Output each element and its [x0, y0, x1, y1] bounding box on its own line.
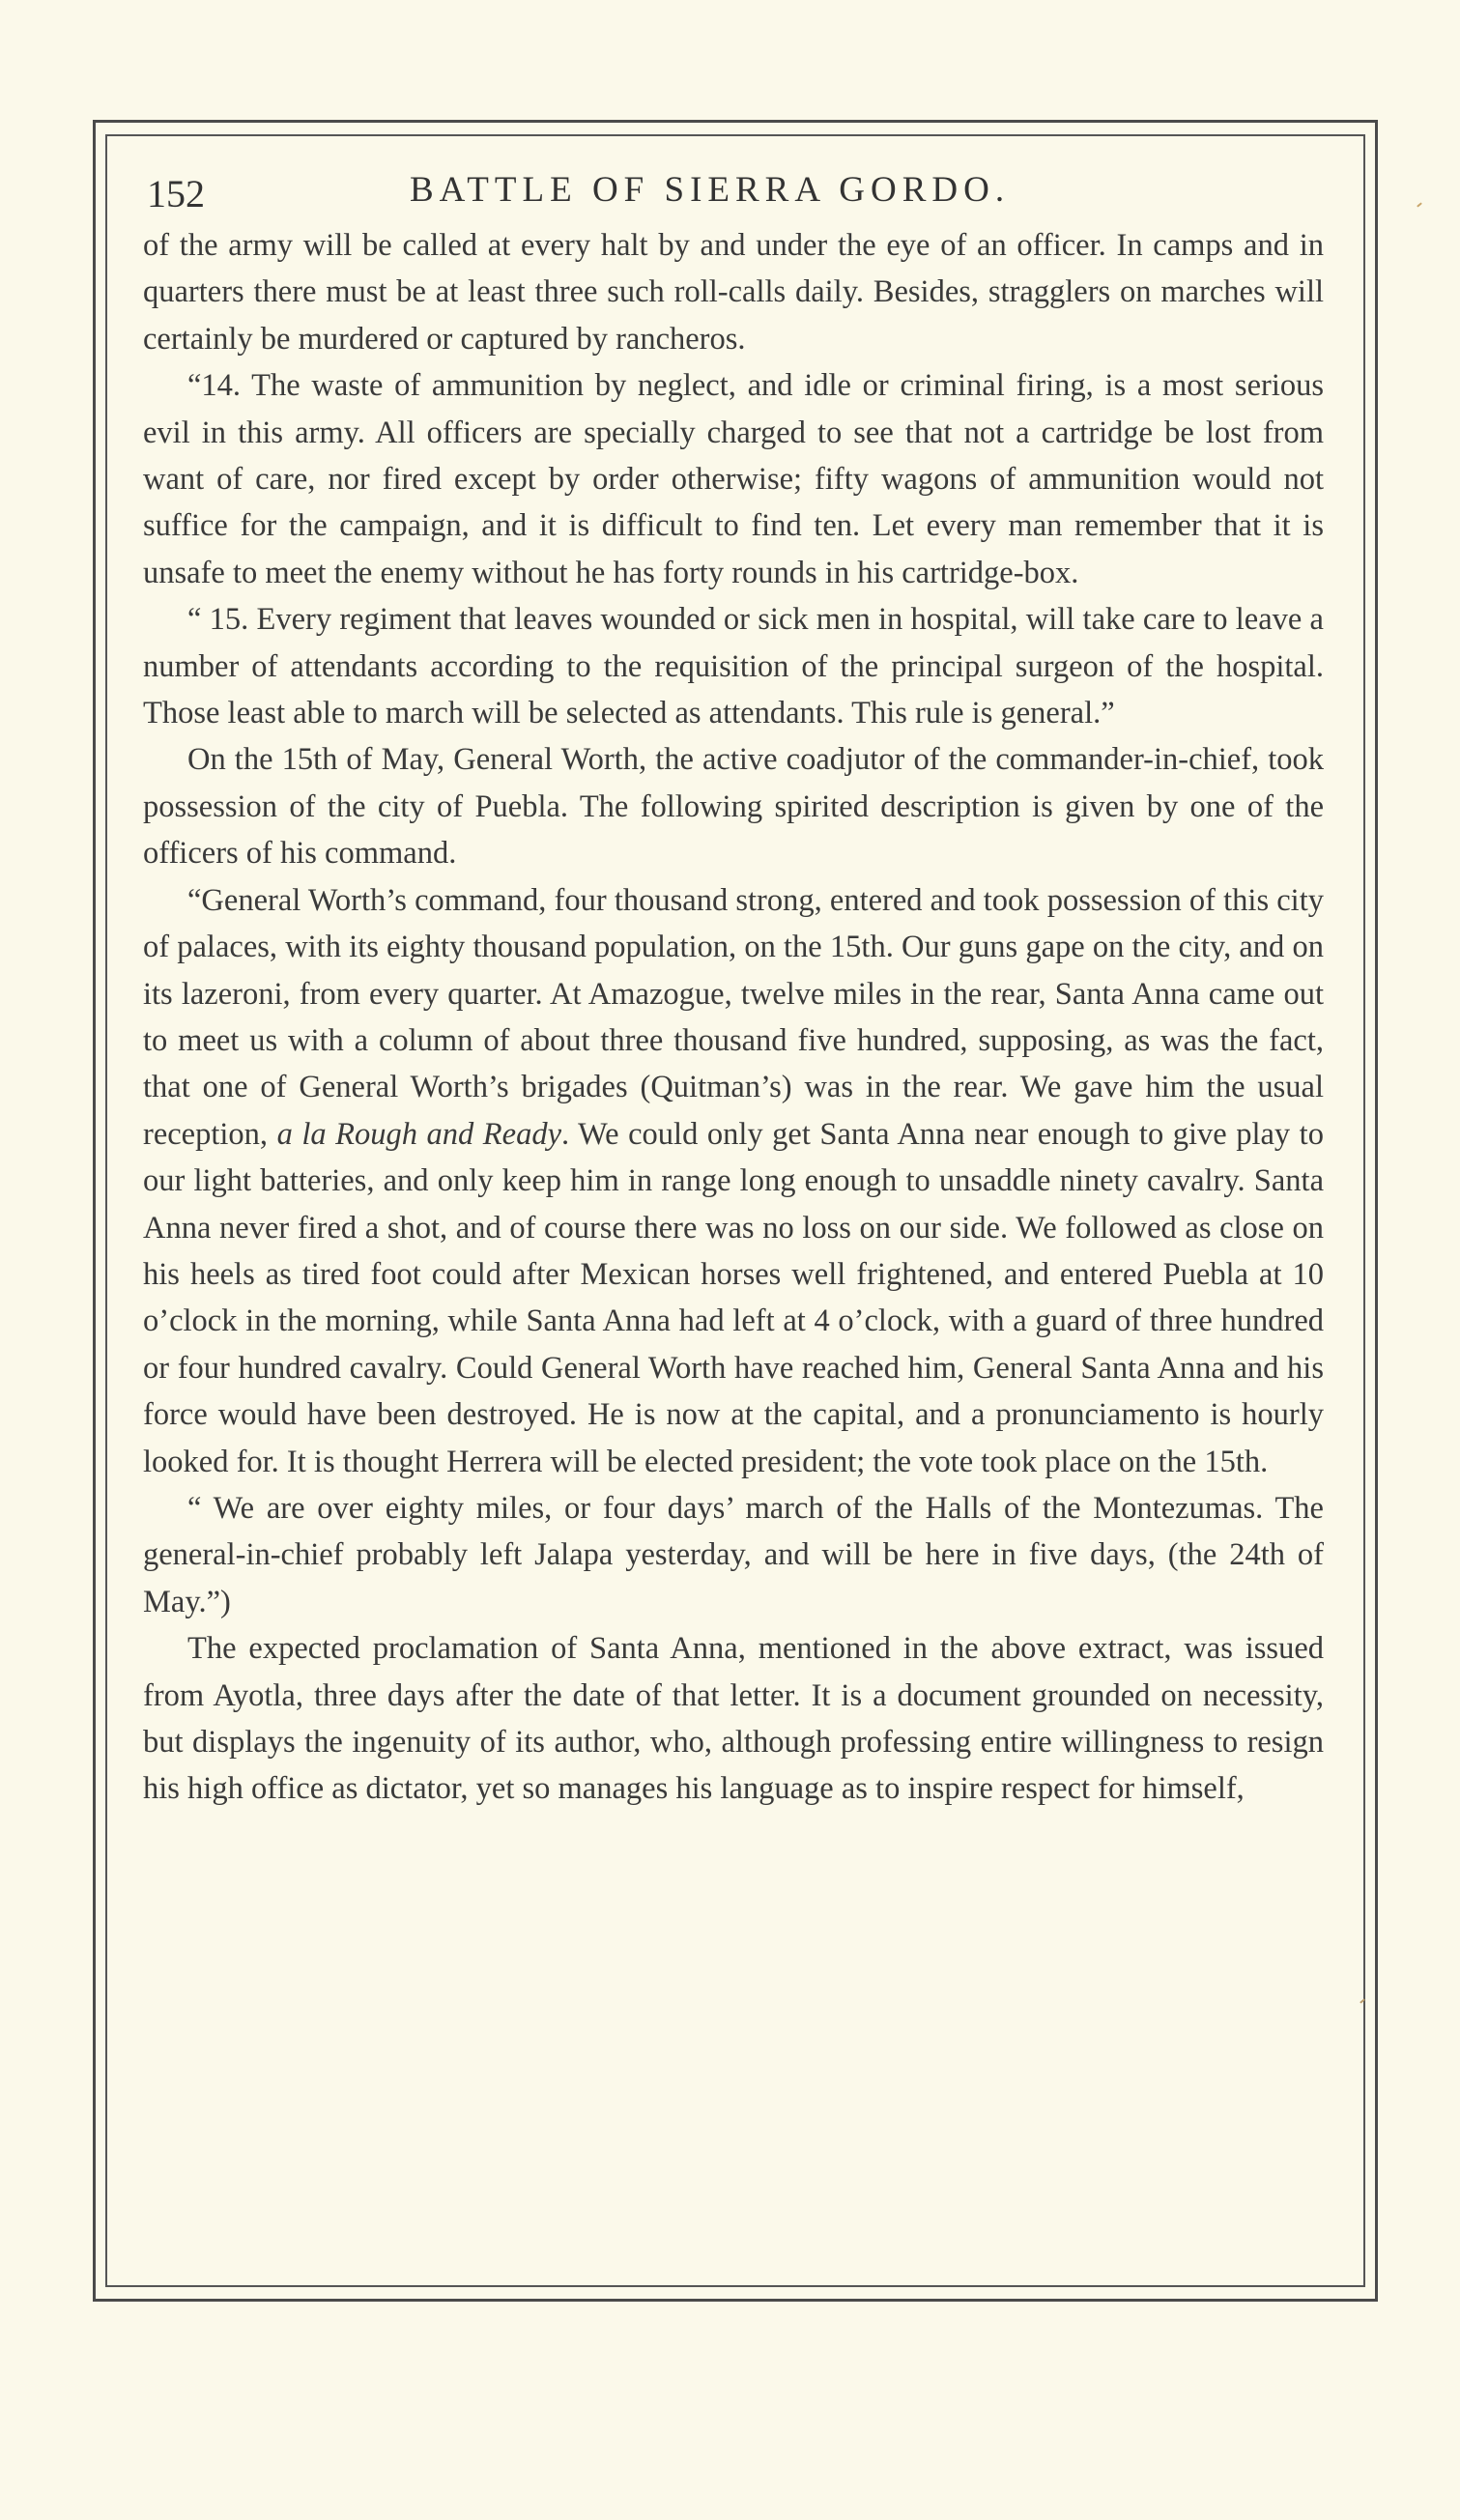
paragraph-continuation: of the army will be called at every halt by and under the eye of an officer. In camps and in quarters there must be at least three such roll-calls daily. Besides, stragglers on marches will certainly be murdered or captured by rancheros. [143, 228, 1324, 357]
paper-speck [1417, 202, 1422, 207]
paragraph-worth-quote [143, 877, 1324, 1485]
paragraph-order-15: “ 15. Every regiment that leaves wounded or sick men in hospital, will take care to leave a number of attendants according to the requisition of the principal surgeon of the hospital. Those least able to march will be selected as attendants. This rule is general.” [143, 602, 1324, 731]
paragraph-montezumas: “ We are over eighty miles, or four days’ march of the Halls of the Montezumas. The general-in-chief probably left Jalapa yesterday, and will be here in five days, (the 24th of May.”) [143, 1490, 1324, 1619]
quote-text-before: “General Worth’s command, four thousand strong, entered and took possession of this city of palaces, with its eighty thousand population, on the 15th. Our guns gape on the city, and on its lazeroni, from every quarter. At Amazogue, twelve miles in the rear, Santa Anna came out to meet us with a column of about three thousand five hundred, supposing, as was the fact, that one of General Worth’s brigades (Quitman’s) was in the rear. We gave him the usual reception, [143, 882, 1324, 1152]
italic-phrase: a la Rough and Ready [276, 1116, 562, 1152]
page-number: 152 [147, 172, 205, 215]
quote-text-after: . We could only get Santa Anna near enough to give play to our light batteries, and only keep him in range long enough to unsaddle ninety cavalry. Santa Anna never fired a shot, and of course there was no loss on our side. We followed as close on his heels as tired foot could after Mexican horses well frightened, and entered Puebla at 10 o’clock in the morning, while Santa Anna had left at 4 o’clock, with a guard of three hundred or four hundred cavalry. Could General Worth have reached him, General Santa Anna and his force would have been destroyed. He is now at the capital, and a pronunciamento is hourly looked for. It is thought Herrera will be elected president; the vote took place on the 15th. [143, 1116, 1324, 1479]
paragraph-puebla: On the 15th of May, General Worth, the active coadjutor of the commander-in-chief, took possession of the city of Puebla. The following spirited description is given by one of the officers of his command. [143, 742, 1324, 872]
paragraph-proclamation: The expected proclamation of Santa Anna, mentioned in the above extract, was issued from Ayotla, three days after the date of that letter. It is a document grounded on necessity, but displays the ingenuity of its author, who, although professing entire willingness to resign his high office as dictator, yet so manages his language as to inspire respect for himself, [143, 1631, 1324, 1807]
body-text [143, 222, 1324, 1813]
paragraph-order-14: “14. The waste of ammunition by neglect, and idle or criminal firing, is a most serious evil in this army. All officers are specially charged to see that not a cartridge be lost from want of care, nor fired except by order otherwise; fifty wagons of ammunition would not suffice for the campaign, and it is difficult to find ten. Let every man remember that it is unsafe to meet the enemy without he has forty rounds in his cartridge-box. [143, 368, 1324, 590]
running-title: BATTLE OF SIERRA GORDO. [410, 170, 1011, 210]
running-head [147, 159, 1335, 217]
